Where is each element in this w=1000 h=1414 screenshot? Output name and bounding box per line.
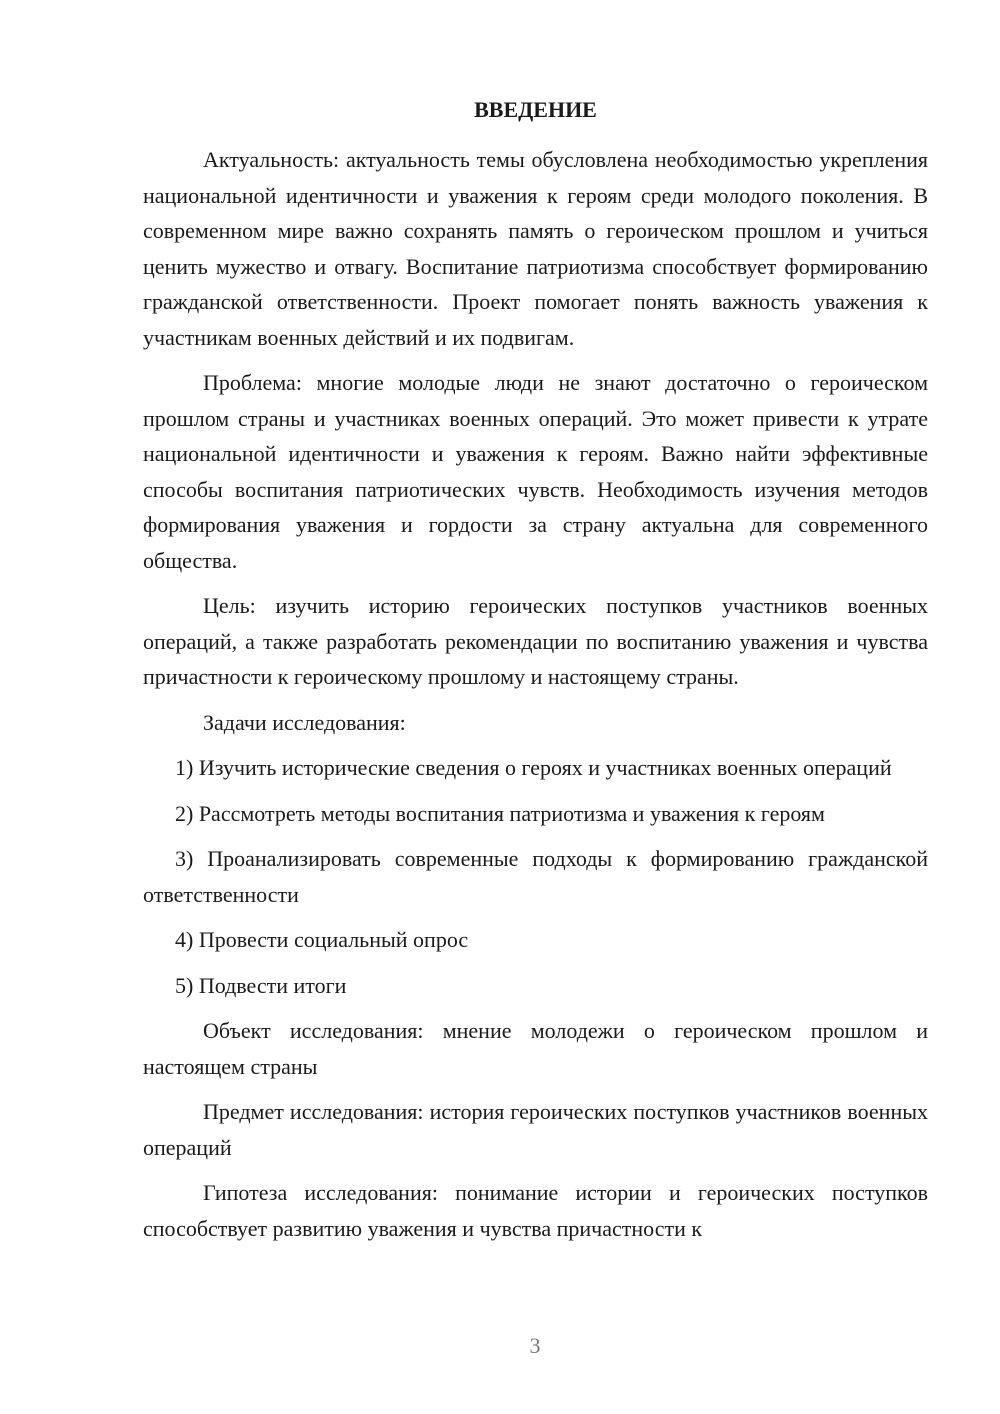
paragraph-subject: Предмет исследования: история героических поступков участников военных операций xyxy=(143,1099,928,1160)
document-page xyxy=(143,92,928,1246)
task-item-2: 2) Рассмотреть методы воспитания патриотизма и уважения к героям xyxy=(175,800,825,826)
paragraph-goal: Цель: изучить историю героических поступков участников военных операций, а также разработать рекомендации по воспитанию уважения и чувства причастности к героическому прошлому и настоящему страны. xyxy=(143,593,928,689)
task-item-5: 5) Подвести итоги xyxy=(175,972,347,998)
paragraph-relevance: Актуальность: актуальность темы обусловлена необходимостью укрепления национальной идентичности и уважения к героям среди молодого поколения. В современном мире важно сохранять память о героическом прошлом и учиться ценить мужество и отвагу. Воспитание патриотизма способствует формированию гражданской ответственности. Проект помогает понять важность уважения к участникам военных действий и их подвигам. xyxy=(143,147,928,350)
paragraph-problem: Проблема: многие молодые люди не знают достаточно о героическом прошлом страны и участниках военных операций. Это может привести к утрате национальной идентичности и уважения к героям. Важно найти эффективные способы воспитания патриотических чувств. Необходимость изучения методов формирования уважения и гордости за страну актуальна для современного общества. xyxy=(143,370,928,573)
paragraph-hypothesis: Гипотеза исследования: понимание истории и героических поступков способствует развитию уважения и чувства причастности к xyxy=(143,1180,928,1241)
task-item-4: 4) Провести социальный опрос xyxy=(175,927,469,952)
task-item-1: 1) Изучить исторические сведения о героях и участниках военных операций xyxy=(175,755,892,780)
paragraph-object: Объект исследования: мнение молодежи о героическом прошлом и настоящем страны xyxy=(143,1018,928,1079)
section-heading: ВВЕДЕНИЕ xyxy=(474,97,597,122)
task-item-3: 3) Проанализировать современные подходы к формированию гражданской ответственности xyxy=(143,846,928,907)
tasks-title: Задачи исследования: xyxy=(203,709,406,735)
page-number: 3 xyxy=(529,1333,541,1358)
